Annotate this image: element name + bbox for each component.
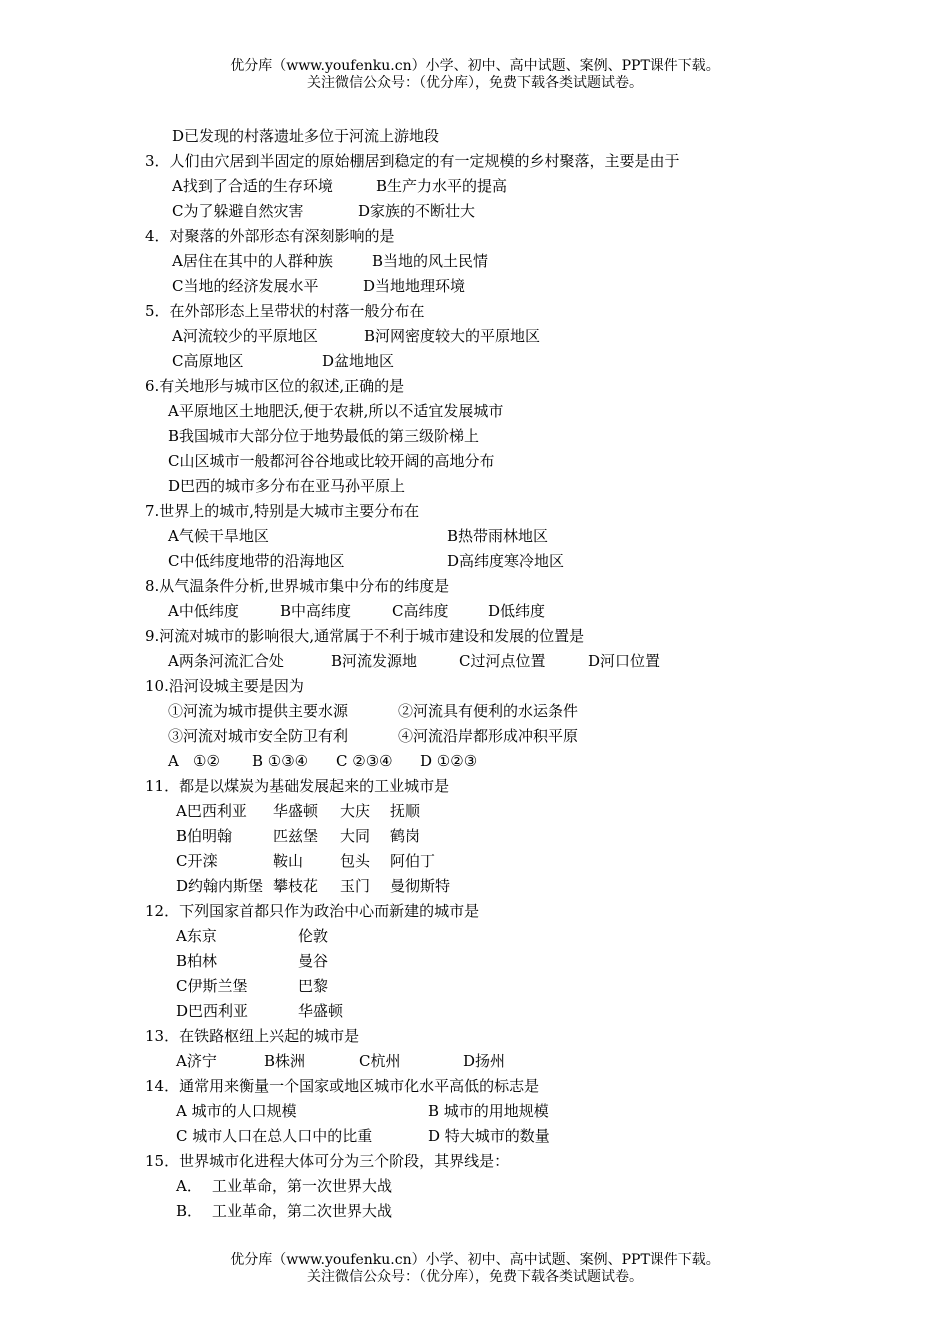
- text-segment: 曼谷: [298, 952, 329, 970]
- text-segment: B 城市的用地规模: [428, 1102, 549, 1120]
- text-segment: B生产力水平的提高: [376, 177, 508, 195]
- text-segment: B柏林: [176, 952, 218, 970]
- text-segment: D盆地地区: [322, 352, 395, 370]
- text-segment: 工业革命，第二次世界大战: [212, 1202, 393, 1220]
- text-segment: 14．通常用来衡量一个国家或地区城市化水平高低的标志是: [145, 1077, 540, 1095]
- text-segment: D ①②③: [420, 752, 478, 770]
- text-segment: 8.从气温条件分析,世界城市集中分布的纬度是: [145, 577, 450, 595]
- text-segment: A东京: [176, 927, 217, 945]
- text-segment: 伦敦: [298, 927, 329, 945]
- text-segment: 华盛顿: [298, 1002, 344, 1020]
- text-segment: 工业革命，第一次世界大战: [212, 1177, 393, 1195]
- text-segment: A找到了合适的生存环境: [172, 177, 333, 195]
- text-segment: ①河流为城市提供主要水源: [168, 702, 349, 720]
- text-segment: A居住在其中的人群种族: [172, 252, 333, 270]
- text-segment: B我国城市大部分位于地势最低的第三级阶梯上: [168, 427, 480, 445]
- text-segment: 巴黎: [298, 977, 329, 995]
- text-segment: 华盛顿: [273, 802, 319, 820]
- text-segment: B河网密度较大的平原地区: [364, 327, 541, 345]
- header-line-2: 关注微信公众号：（优分库），免费下载各类试题试卷。: [307, 75, 643, 91]
- text-segment: C杭州: [359, 1052, 401, 1070]
- text-segment: 大同: [340, 827, 371, 845]
- text-segment: 10.沿河设城主要是因为: [145, 677, 304, 695]
- text-segment: A: [168, 752, 179, 770]
- text-segment: B中高纬度: [280, 602, 352, 620]
- text-segment: 3．人们由穴居到半固定的原始棚居到稳定的有一定规模的乡村聚落，主要是由于: [145, 152, 680, 170]
- text-segment: D当地地理环境: [363, 277, 466, 295]
- text-segment: B ①③④: [252, 752, 309, 770]
- text-segment: B株洲: [264, 1052, 306, 1070]
- text-segment: B当地的风土民情: [372, 252, 489, 270]
- text-segment: C高纬度: [392, 602, 449, 620]
- text-segment: 曼彻斯特: [390, 877, 451, 895]
- text-segment: 5．在外部形态上呈带状的村落一般分布在: [145, 302, 425, 320]
- text-segment: C当地的经济发展水平: [172, 277, 319, 295]
- text-segment: D约翰内斯堡: [176, 877, 264, 895]
- text-segment: 玉门: [340, 877, 371, 895]
- text-segment: D巴西利亚: [176, 1002, 249, 1020]
- text-segment: 包头: [340, 852, 371, 870]
- text-segment: B河流发源地: [331, 652, 418, 670]
- text-segment: 抚顺: [390, 802, 421, 820]
- text-segment: 鹤岗: [390, 827, 421, 845]
- text-segment: C中低纬度地带的沿海地区: [168, 552, 345, 570]
- text-segment: C过河点位置: [459, 652, 546, 670]
- text-segment: 鞍山: [273, 852, 304, 870]
- text-segment: D 特大城市的数量: [428, 1127, 550, 1145]
- text-segment: C高原地区: [172, 352, 244, 370]
- text-segment: ②河流具有便利的水运条件: [398, 702, 579, 720]
- header-line-1: 优分库（www.youfenku.cn）小学、初中、高中试题、案例、PPT课件下载。: [230, 58, 720, 74]
- text-segment: C为了躲避自然灾害: [172, 202, 304, 220]
- text-segment: B．: [176, 1202, 203, 1220]
- text-segment: B伯明翰: [176, 827, 233, 845]
- text-segment: A气候干旱地区: [168, 527, 269, 545]
- text-segment: 12．下列国家首都只作为政治中心而新建的城市是: [145, 902, 480, 920]
- text-segment: 4．对聚落的外部形态有深刻影响的是: [145, 227, 395, 245]
- text-segment: C ②③④: [336, 752, 393, 770]
- text-segment: B热带雨林地区: [447, 527, 549, 545]
- text-segment: 13．在铁路枢纽上兴起的城市是: [145, 1027, 360, 1045]
- footer-line-2: 关注微信公众号：（优分库），免费下载各类试题试卷。: [307, 1269, 643, 1285]
- text-segment: D扬州: [463, 1052, 506, 1070]
- text-segment: 攀枝花: [273, 877, 319, 895]
- text-segment: A 城市的人口规模: [176, 1102, 297, 1120]
- text-segment: 15．世界城市化进程大体可分为三个阶段，其界线是：: [145, 1152, 510, 1170]
- text-segment: 匹兹堡: [273, 827, 319, 845]
- text-segment: C开滦: [176, 852, 218, 870]
- text-segment: 9.河流对城市的影响很大,通常属于不利于城市建设和发展的位置是: [145, 627, 585, 645]
- footer-line-1: 优分库（www.youfenku.cn）小学、初中、高中试题、案例、PPT课件下载。: [230, 1252, 720, 1268]
- text-segment: 大庆: [340, 802, 371, 820]
- text-segment: ③河流对城市安全防卫有利: [168, 727, 349, 745]
- text-segment: C伊斯兰堡: [176, 977, 248, 995]
- text-segment: ①②: [193, 752, 220, 770]
- text-segment: A济宁: [176, 1052, 217, 1070]
- text-segment: A巴西利亚: [176, 802, 247, 820]
- text-segment: A平原地区土地肥沃,便于农耕,所以不适宜发展城市: [168, 402, 504, 420]
- text-segment: D已发现的村落遗址多位于河流上游地段: [172, 127, 440, 145]
- text-segment: D高纬度寒冷地区: [447, 552, 565, 570]
- text-segment: D巴西的城市多分布在亚马孙平原上: [168, 477, 406, 495]
- text-segment: D河口位置: [588, 652, 661, 670]
- text-segment: C 城市人口在总人口中的比重: [176, 1127, 373, 1145]
- text-segment: 6.有关地形与城市区位的叙述,正确的是: [145, 377, 405, 395]
- text-segment: D低纬度: [488, 602, 546, 620]
- text-segment: 7.世界上的城市,特别是大城市主要分布在: [145, 502, 420, 520]
- text-segment: 阿伯丁: [390, 852, 436, 870]
- text-segment: A两条河流汇合处: [168, 652, 284, 670]
- text-segment: A．: [176, 1177, 202, 1195]
- text-segment: A中低纬度: [168, 602, 239, 620]
- text-segment: 11．都是以煤炭为基础发展起来的工业城市是: [145, 777, 450, 795]
- text-segment: D家族的不断壮大: [358, 202, 476, 220]
- text-segment: A河流较少的平原地区: [172, 327, 318, 345]
- text-segment: C山区城市一般都河谷谷地或比较开阔的高地分布: [168, 452, 495, 470]
- text-segment: ④河流沿岸都形成冲积平原: [398, 727, 579, 745]
